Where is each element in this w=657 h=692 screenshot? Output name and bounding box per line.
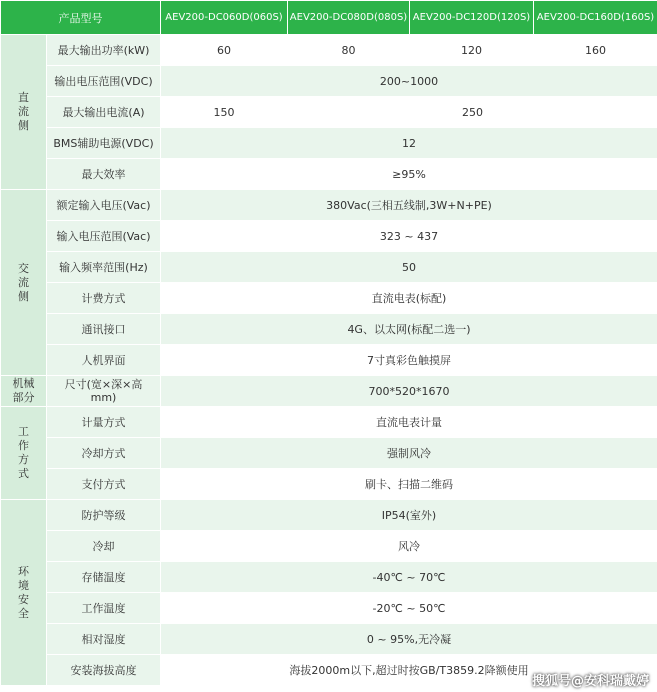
cell-value: 强制风冷 bbox=[161, 438, 657, 469]
cell-value: 4G、以太网(标配二选一) bbox=[161, 314, 657, 345]
table-row bbox=[1, 159, 657, 190]
model-header-060: AEV200-DC060D(060S) bbox=[161, 1, 288, 35]
row-label: 计费方式 bbox=[47, 283, 161, 314]
row-label: 存储温度 bbox=[47, 562, 161, 593]
table-row bbox=[1, 314, 657, 345]
row-label: 支付方式 bbox=[47, 469, 161, 500]
cell-value: 7寸真彩色触摸屏 bbox=[161, 345, 657, 376]
row-label: 冷却 bbox=[47, 531, 161, 562]
row-label: BMS辅助电源(VDC) bbox=[47, 128, 161, 159]
cell-value: 0 ~ 95%,无冷凝 bbox=[161, 624, 657, 655]
cell-value: 380Vac(三相五线制,3W+N+PE) bbox=[161, 190, 657, 221]
cell-value: 海拔2000m以下,超过时按GB/T3859.2降额使用 bbox=[161, 655, 657, 686]
cell-value: 700*520*1670 bbox=[161, 376, 657, 407]
table-row bbox=[1, 469, 657, 500]
cell-value: 80 bbox=[288, 35, 410, 66]
table-row bbox=[1, 500, 657, 531]
table-row bbox=[1, 345, 657, 376]
table-row bbox=[1, 531, 657, 562]
watermark: 搜狐号@安科瑞戴婷 bbox=[531, 674, 649, 689]
table-row bbox=[1, 66, 657, 97]
table-row bbox=[1, 190, 657, 221]
cell-value: 50 bbox=[161, 252, 657, 283]
table-row bbox=[1, 562, 657, 593]
model-header-label: 产品型号 bbox=[1, 1, 161, 35]
cell-value: 250 bbox=[288, 97, 657, 128]
cell-value: 12 bbox=[161, 128, 657, 159]
row-label: 冷却方式 bbox=[47, 438, 161, 469]
row-label: 防护等级 bbox=[47, 500, 161, 531]
cell-value: 直流电表(标配) bbox=[161, 283, 657, 314]
row-label: 尺寸(宽×深×高mm) bbox=[47, 376, 161, 407]
cell-value: 150 bbox=[161, 97, 288, 128]
row-label: 工作温度 bbox=[47, 593, 161, 624]
row-label: 输入频率范围(Hz) bbox=[47, 252, 161, 283]
row-label: 安装海拔高度 bbox=[47, 655, 161, 686]
table-row bbox=[1, 128, 657, 159]
row-label: 输出电压范围(VDC) bbox=[47, 66, 161, 97]
cell-value: 120 bbox=[410, 35, 534, 66]
header-row bbox=[1, 1, 657, 35]
table-row bbox=[1, 407, 657, 438]
cell-value: 直流电表计量 bbox=[161, 407, 657, 438]
model-header-080: AEV200-DC080D(080S) bbox=[288, 1, 410, 35]
row-label: 人机界面 bbox=[47, 345, 161, 376]
cell-value: -40℃ ~ 70℃ bbox=[161, 562, 657, 593]
table-row bbox=[1, 35, 657, 66]
cell-value: 刷卡、扫描二维码 bbox=[161, 469, 657, 500]
cell-value: 风冷 bbox=[161, 531, 657, 562]
group-mechanical: 机械部分 bbox=[1, 376, 47, 407]
table-row bbox=[1, 376, 657, 407]
table-row bbox=[1, 593, 657, 624]
cell-value: 323 ~ 437 bbox=[161, 221, 657, 252]
cell-value: 200~1000 bbox=[161, 66, 657, 97]
row-label: 输入电压范围(Vac) bbox=[47, 221, 161, 252]
row-label: 额定输入电压(Vac) bbox=[47, 190, 161, 221]
table-row bbox=[1, 252, 657, 283]
row-label: 计量方式 bbox=[47, 407, 161, 438]
row-label: 最大输出功率(kW) bbox=[47, 35, 161, 66]
row-label: 最大效率 bbox=[47, 159, 161, 190]
cell-value: IP54(室外) bbox=[161, 500, 657, 531]
cell-value: 60 bbox=[161, 35, 288, 66]
cell-value: ≥95% bbox=[161, 159, 657, 190]
cell-value: 160 bbox=[534, 35, 657, 66]
table-row bbox=[1, 97, 657, 128]
model-header-120: AEV200-DC120D(120S) bbox=[410, 1, 534, 35]
model-header-160: AEV200-DC160D(160S) bbox=[534, 1, 657, 35]
group-dc-side: 直流侧 bbox=[1, 35, 47, 190]
row-label: 相对湿度 bbox=[47, 624, 161, 655]
cell-value: -20℃ ~ 50℃ bbox=[161, 593, 657, 624]
group-environment: 环境安全 bbox=[1, 500, 47, 686]
table-row bbox=[1, 283, 657, 314]
table-row bbox=[1, 221, 657, 252]
table-row bbox=[1, 624, 657, 655]
row-label: 通讯接口 bbox=[47, 314, 161, 345]
table-row bbox=[1, 438, 657, 469]
group-working: 工作方式 bbox=[1, 407, 47, 500]
group-ac-side: 交流侧 bbox=[1, 190, 47, 376]
row-label: 最大输出电流(A) bbox=[47, 97, 161, 128]
